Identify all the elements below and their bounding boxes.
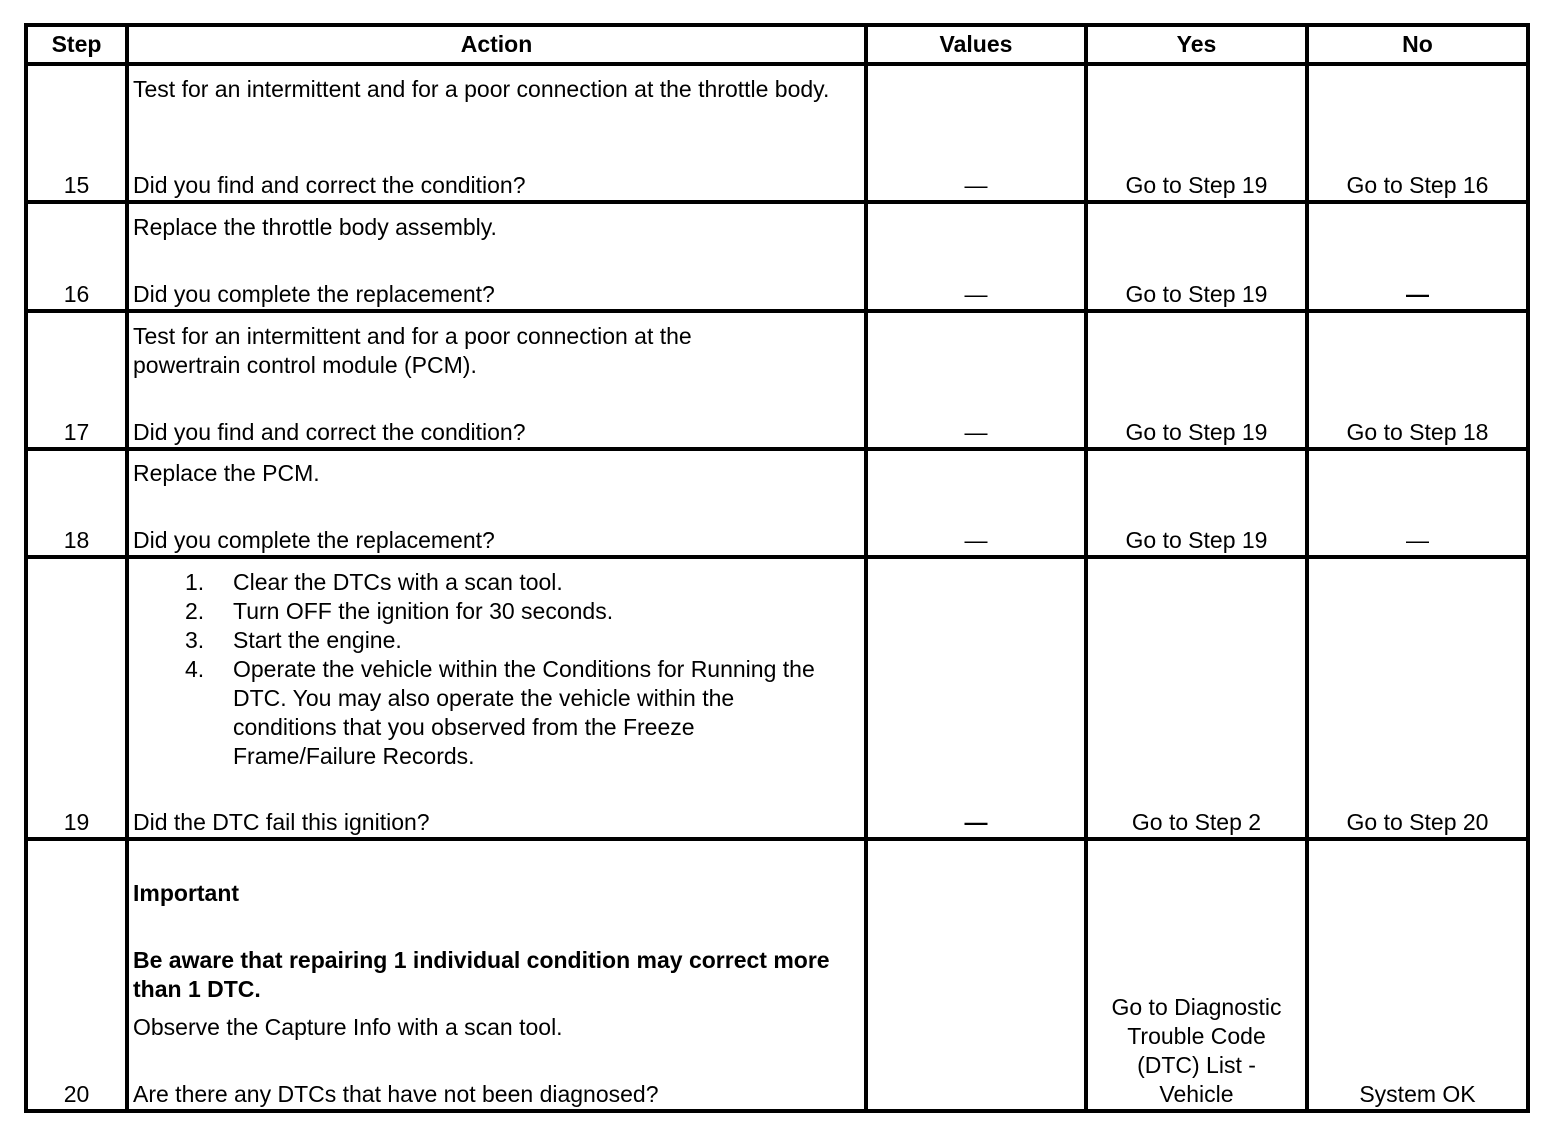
values-cell: — [866, 449, 1086, 557]
action-question: Did you find and correct the condition? [133, 419, 526, 445]
yes-cell: Go to Step 19 [1086, 449, 1307, 557]
list-item: Start the engine. [233, 627, 402, 653]
no-cell: — [1307, 202, 1528, 311]
action-question: Did you find and correct the condition? [133, 172, 526, 198]
table-row [26, 557, 1528, 839]
action-cell [127, 557, 866, 839]
action-cell [127, 64, 866, 202]
important-heading: Important [133, 880, 240, 906]
header-step: Step [26, 25, 127, 64]
action-cell [127, 839, 866, 1111]
no-cell: — [1307, 449, 1528, 557]
yes-cell: Go to Step 2 [1086, 557, 1307, 839]
values-cell: — [866, 202, 1086, 311]
yes-cell: Go to Diagnostic Trouble Code (DTC) List - Vehicle [1086, 839, 1307, 1111]
header-values: Values [866, 25, 1086, 64]
header-action: Action [127, 25, 866, 64]
action-text: Replace the throttle body assembly. [133, 214, 497, 240]
header-yes: Yes [1086, 25, 1307, 64]
table-row [26, 449, 1528, 557]
action-cell [127, 449, 866, 557]
action-question: Are there any DTCs that have not been diagnosed? [133, 1081, 659, 1107]
action-question: Did you complete the replacement? [133, 281, 495, 307]
action-text: Observe the Capture Info with a scan tool. [133, 1014, 563, 1040]
values-cell: — [866, 64, 1086, 202]
list-item: Operate the vehicle within the Conditions for Running the DTC. You may also operate the vehicle within the conditions that you observed from the Freeze Frame/Failure Records. [233, 656, 815, 769]
table-row [26, 839, 1528, 1111]
important-text: Be aware that repairing 1 individual condition may correct more than 1 DTC. [133, 947, 830, 1002]
action-text: Test for an intermittent and for a poor connection at the powertrain control module (PCM). [133, 323, 692, 378]
step-number: 17 [26, 311, 127, 449]
yes-cell: Go to Step 19 [1086, 64, 1307, 202]
step-number: 16 [26, 202, 127, 311]
action-text: Replace the PCM. [133, 460, 320, 486]
diagnostic-table [24, 23, 1530, 1113]
list-item: Turn OFF the ignition for 30 seconds. [233, 598, 614, 624]
header-row [26, 25, 1528, 64]
values-cell: — [866, 311, 1086, 449]
values-cell [866, 839, 1086, 1111]
action-question: Did the DTC fail this ignition? [133, 809, 430, 835]
action-question: Did you complete the replacement? [133, 527, 495, 553]
header-no: No [1307, 25, 1528, 64]
yes-cell: Go to Step 19 [1086, 311, 1307, 449]
action-cell [127, 202, 866, 311]
no-cell: Go to Step 20 [1307, 557, 1528, 839]
step-number: 15 [26, 64, 127, 202]
table-row [26, 202, 1528, 311]
action-text: Test for an intermittent and for a poor connection at the throttle body. [133, 76, 830, 102]
table-row [26, 64, 1528, 202]
action-cell [127, 311, 866, 449]
table-row [26, 311, 1528, 449]
step-number: 20 [26, 839, 127, 1111]
procedure-list [133, 568, 860, 808]
list-item: Clear the DTCs with a scan tool. [233, 569, 563, 595]
no-cell: Go to Step 18 [1307, 311, 1528, 449]
no-cell: System OK [1307, 839, 1528, 1111]
no-cell: Go to Step 16 [1307, 64, 1528, 202]
yes-cell: Go to Step 19 [1086, 202, 1307, 311]
step-number: 19 [26, 557, 127, 839]
values-cell: — [866, 557, 1086, 839]
step-number: 18 [26, 449, 127, 557]
